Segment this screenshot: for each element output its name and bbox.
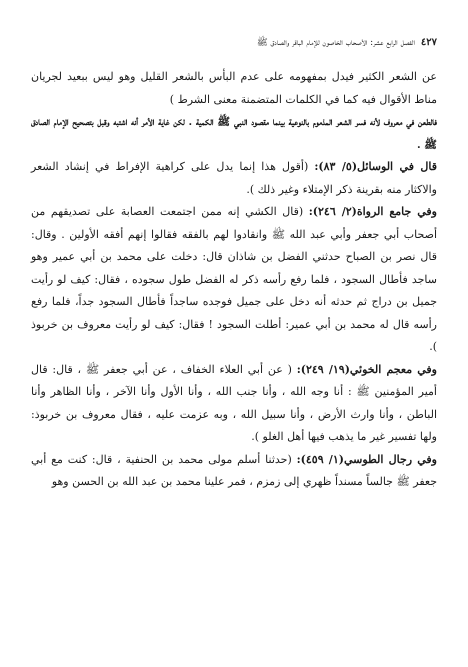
paragraph-3 (31, 156, 437, 201)
page-body (31, 66, 437, 494)
paragraph-6 (31, 449, 437, 494)
page-number: ٤٢٧ (420, 37, 437, 48)
paragraph-text: فالطعن في معروف لأنه فسر الشعر المذموم بالنوعية بينما مقصود النبي ﷺ الكمية . لكن غاية الأمر أنه اشتبه وقبل بتصحيح الإمام الصادق ﷺ . (31, 116, 437, 151)
citation-lead: وفي جامع الرواة(٢/ ٢٤٦): (308, 205, 437, 218)
paragraph-text: ( عن أبي العلاء الخفاف ، عن أبي جعفر ﷺ ، قال: قال أمير المؤمنين ﷺ : أنا وجه الله ، وأنا جنب الله ، وأنا الأول وأنا الآخر ، وأنا الظاهر وأنا الباطن ، وأنا وارث الأرض ، وأنا سبيل الله ، وبه عزمت عليه ، فقال معروف بن خربوذ: ولها تفسير غير ما يذهب فيها أهل الغلو ). (31, 362, 437, 443)
citation-lead: وفي معجم الخوئي(١٩/ ٢٤٩): (296, 362, 437, 376)
paragraph-4 (31, 201, 437, 359)
running-header (31, 36, 437, 58)
paragraph-5 (31, 359, 437, 449)
paragraph-1 (31, 66, 437, 111)
citation-lead: قال في الوسائل(٥/ ٨٣): (314, 160, 437, 173)
paragraph-text: عن الشعر الكثير فيدل بمفهومه على عدم البأس بالشعر القليل وهو ليس ببعيد لجريان مناط الأقوال فيه كما في الكلمات المتضمنة معنى الشرط ) (31, 70, 437, 106)
paragraph-text: (أقول هذا إنما يدل على كراهية الإفراط في إنشاد الشعر والاكثار منه بقرينة ذكر الإمتلاء وغير ذلك ). (31, 160, 437, 196)
paragraph-2 (31, 111, 437, 156)
paragraph-text: (قال الكشي إنه ممن اجتمعت العصابة على تصديقهم من أصحاب أبي جعفر وأبي عبد الله ﷺ وانقادوا لهم بالفقه فقالوا إنهم أفقه الأولين . وقال: قال نصر بن الصباح حدثني الفضل بن شاذان قال: دخلت على محمد بن أبي عمير وهو ساجد فأطال السجود ، فلما رفع رأسه ذكر له الفضل طول سجوده ، فقال: كيف لو رأيت جميل بن دراج ثم حدثه أنه دخل على جميل فوجده ساجداً فأطال السجود جداً، فلما رفع رأسه قال له محمد بن أبي عمير: أطلت السجود ! فقال: كيف لو رأيت معروف بن خربوذ ). (31, 205, 437, 353)
paragraph-text: (حدثنا أسلم مولى محمد بن الحنفية ، قال: كنت مع أبي جعفر ﷺ جالساً مسنداً ظهري إلى زمزم ، فمر علينا محمد بن عبد الله بن الحسن وهو (31, 452, 437, 488)
citation-lead: وفي رجال الطوسي(١/ ٤٥٩): (296, 452, 437, 466)
running-title: الفصل الرابع عشر: الأصحاب الخاصون للإمام الباقر والصادق ﷺ (256, 38, 415, 48)
